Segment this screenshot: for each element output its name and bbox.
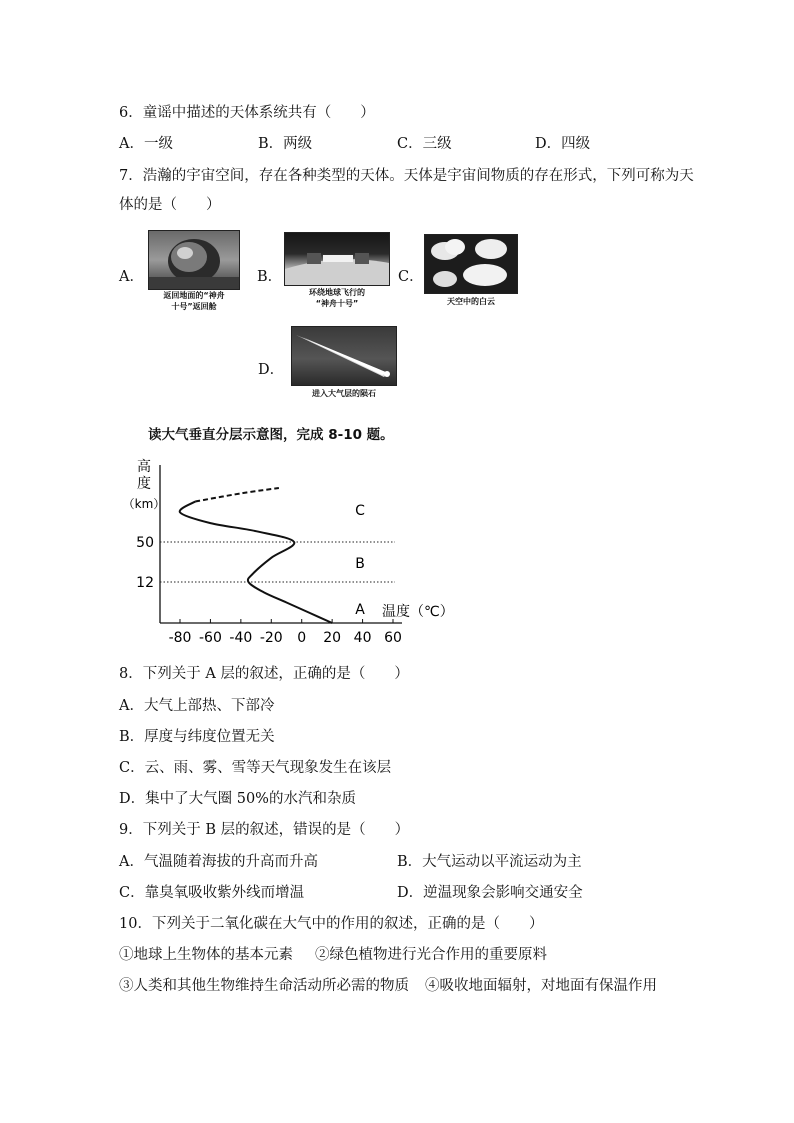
chart-tick-labels bbox=[136, 535, 402, 646]
q7-option-b-caption-1: 环绕地球飞行的 bbox=[309, 288, 365, 297]
q6-stem: 6．童谣中描述的天体系统共有（ ） bbox=[119, 105, 375, 121]
meteor-image bbox=[292, 327, 396, 385]
y-tick-label: 12 bbox=[136, 575, 154, 591]
x-tick-label: -60 bbox=[198, 630, 222, 646]
q7-option-a-caption-1: 返回地面的“神舟 bbox=[163, 291, 225, 300]
q6-option-c: C．三级 bbox=[397, 136, 452, 152]
atmosphere-layer-chart bbox=[110, 455, 470, 650]
q10-stem: 10．下列关于二氧化碳在大气中的作用的叙述，正确的是（ ） bbox=[119, 916, 544, 932]
q9-option-a: A．气温随着海拔的升高而升高 bbox=[119, 854, 318, 870]
q6-option-b: B．两级 bbox=[258, 136, 313, 152]
capsule-image bbox=[149, 231, 239, 289]
x-tick-label: 0 bbox=[297, 630, 307, 646]
q7-option-b-caption-2: “神舟十号” bbox=[315, 299, 359, 308]
q7-option-a-letter: A． bbox=[119, 269, 144, 285]
q7-option-b-figure bbox=[284, 232, 390, 312]
y-tick-label: 50 bbox=[136, 535, 154, 551]
chart-layer-labels bbox=[355, 503, 365, 618]
q9-option-b: B．大气运动以平流运动为主 bbox=[397, 854, 582, 870]
meteor-photo bbox=[291, 326, 397, 386]
section-heading: 读大气垂直分层示意图，完成 8-10 题。 bbox=[148, 427, 394, 443]
q7-stem-line1: 7．浩瀚的宇宙空间，存在各种类型的天体。天体是宇宙间物质的存在形式，下列可称为天 bbox=[119, 168, 694, 184]
q8-option-b: B．厚度与纬度位置无关 bbox=[119, 729, 275, 745]
q8-option-d: D．集中了大气圈 50%的水汽和杂质 bbox=[119, 791, 356, 807]
q9-stem: 9．下列关于 B 层的叙述，错误的是（ ） bbox=[119, 822, 410, 838]
x-tick-label: 20 bbox=[323, 630, 342, 646]
q10-item-2: ②绿色植物进行光合作用的重要原料 bbox=[315, 947, 547, 963]
x-axis-label: 温度（℃） bbox=[382, 604, 454, 620]
y-axis-label-char-1: 高 bbox=[137, 459, 151, 475]
x-tick-label: -40 bbox=[229, 630, 253, 646]
cloud-photo bbox=[424, 234, 518, 294]
x-tick-label: 40 bbox=[353, 630, 372, 646]
temperature-curve bbox=[180, 502, 332, 624]
x-tick-label: -20 bbox=[259, 630, 283, 646]
q10-item-3: ③人类和其他生物维持生命活动所必需的物质 bbox=[119, 978, 409, 994]
q10-item-4: ④吸收地面辐射，对地面有保温作用 bbox=[425, 978, 657, 994]
q10-item-1: ①地球上生物体的基本元素 bbox=[119, 947, 293, 963]
q6-option-a: A．一级 bbox=[119, 136, 173, 152]
x-tick-label: 60 bbox=[384, 630, 402, 646]
orbit-photo bbox=[284, 232, 390, 286]
q7-option-c-caption-1: 天空中的白云 bbox=[447, 297, 495, 306]
y-axis-label-char-2: 度 bbox=[137, 476, 151, 492]
q9-option-c: C．靠臭氧吸收紫外线而增温 bbox=[119, 885, 305, 901]
chart-series bbox=[180, 488, 332, 623]
temperature-curve-dashed bbox=[195, 488, 279, 502]
q7-option-a-caption-2: 十号”返回舱 bbox=[171, 302, 217, 311]
q8-stem: 8．下列关于 A 层的叙述，正确的是（ ） bbox=[119, 666, 409, 682]
q7-option-d-figure bbox=[291, 326, 397, 402]
q7-option-b-letter: B． bbox=[257, 269, 283, 285]
q7-option-d-letter: D． bbox=[258, 362, 285, 378]
q7-option-c-figure bbox=[424, 234, 518, 310]
q8-option-c: C．云、雨、雾、雪等天气现象发生在该层 bbox=[119, 760, 392, 776]
q8-option-a: A．大气上部热、下部冷 bbox=[119, 698, 275, 714]
q7-option-a-figure bbox=[148, 230, 240, 316]
layer-label-a: A bbox=[355, 602, 365, 618]
y-axis-label-char-3: （km） bbox=[122, 497, 166, 511]
layer-label-b: B bbox=[355, 556, 365, 572]
q7-stem-line2: 体的是（ ） bbox=[119, 197, 221, 213]
q7-option-c-letter: C． bbox=[398, 269, 424, 285]
spacecraft-image bbox=[285, 233, 389, 285]
q7-option-d-caption-1: 进入大气层的陨石 bbox=[312, 389, 376, 398]
q9-option-d: D．逆温现象会影响交通安全 bbox=[397, 885, 583, 901]
layer-label-c: C bbox=[355, 503, 365, 519]
capsule-photo bbox=[148, 230, 240, 290]
cloud-image bbox=[425, 235, 517, 293]
x-tick-label: -80 bbox=[168, 630, 192, 646]
q6-option-d: D．四级 bbox=[535, 136, 591, 152]
